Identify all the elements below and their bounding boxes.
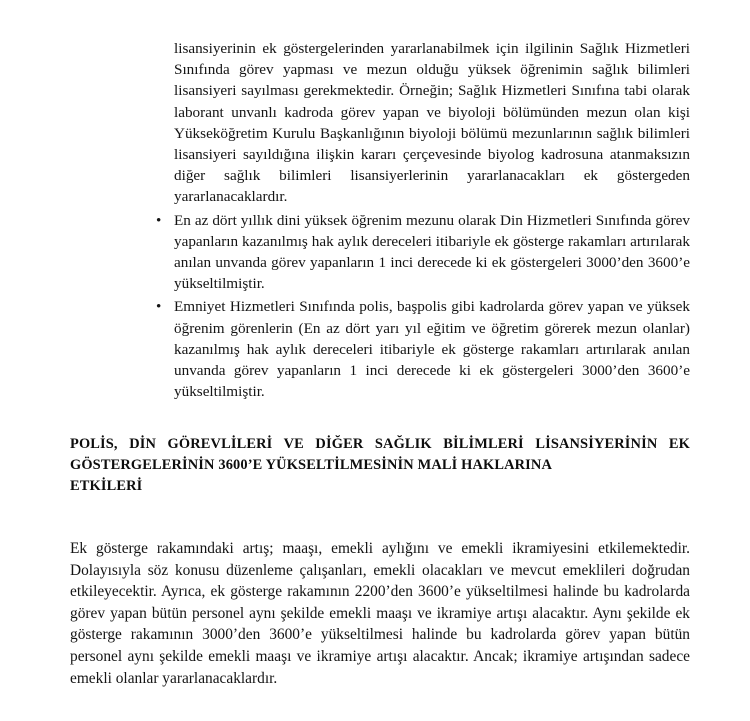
section-heading-main: POLİS, DİN GÖREVLİLERİ VE DİĞER SAĞLIK BİLİMLERİ LİSANSİYERİNİN EK GÖSTERGELERİNİN 3600’E YÜKSELTİLMESİNİN MALİ HAKLARINA	[70, 436, 690, 473]
intro-paragraph: lisansiyerinin ek göstergelerinden yararlanabilmek için ilgilinin Sağlık Hizmetleri Sınıfında görev yapması ve mezun olduğu yüksek öğrenimin sağlık bilimleri lisansiyeri sayılması gerekmektedir. Örneğin; Sağlık Hizmetleri Sınıfına tabi olarak laborant unvanlı kadroda görev yapan ve biyoloji bölümünden mezun olan kişi Yükseköğretim Kurulu Başkanlığının biyoloji bölümü mezunlarının sağlık bilimleri lisansiyeri sayıldığına ilişkin kararı çerçevesinde biyolog kadrosuna atanmaksızın diğer sağlık bilimleri lisansiyerlerinin yararlanacakları ek göstergeden yararlanacaklardır.	[174, 40, 690, 206]
top-text-block	[70, 38, 690, 402]
bullet-icon: •	[156, 298, 162, 316]
bullet-list	[70, 210, 690, 403]
section-heading	[70, 434, 690, 497]
list-item	[70, 296, 690, 402]
bullet-icon: •	[156, 211, 162, 229]
list-item	[70, 210, 690, 295]
list-item-text: En az dört yıllık dini yüksek öğrenim mezunu olarak Din Hizmetleri Sınıfında görev yapanların kazanılmış hak aylık dereceleri itibariyle ek gösterge rakamları artırılarak anılan unvanda görev yapanların 1 inci derecede ki ek göstergeleri 3000’den 3600’e yükseltilmiştir.	[174, 211, 690, 293]
list-item-text: Emniyet Hizmetleri Sınıfında polis, başpolis gibi kadrolarda görev yapan ve yüksek öğrenim görenlerin (En az dört yarı yıl eğitim ve öğretim görerek mezun olanlar) kazanılmış hak aylık dereceleri itibariyle ek gösterge rakamları artırılarak anılan unvanda görev yapanların 1 inci derecede ki ek göstergeleri 3000’den 3600’e yükseltilmiştir.	[174, 298, 690, 401]
closing-paragraph: Ek gösterge rakamındaki artış; maaşı, emekli aylığını ve emekli ikramiyesini etkilemektedir. Dolayısıyla söz konusu düzenleme çalışanları, emekli olacakları ve mevcut emeklileri doğrudan etkileyecektir. Ayrıca, ek gösterge rakamının 2200’den 3600’e yükseltilmesi halinde bu kadrolarda görev yapan bütün personel aynı şekilde emekli maaşı ve ikramiye artışı alacaktır. Aynı şekilde ek gösterge rakamının 3000’den 3600’e yükseltilmesi halinde bu kadrolarda görev yapan bütün personel aynı şekilde emekli maaşı ve ikramiye artışı alacaktır. Ancak; ikramiye artışından sadece emekli olanlar yararlanacaklardır.	[70, 540, 690, 687]
section-heading-last-line: ETKİLERİ	[70, 478, 143, 494]
